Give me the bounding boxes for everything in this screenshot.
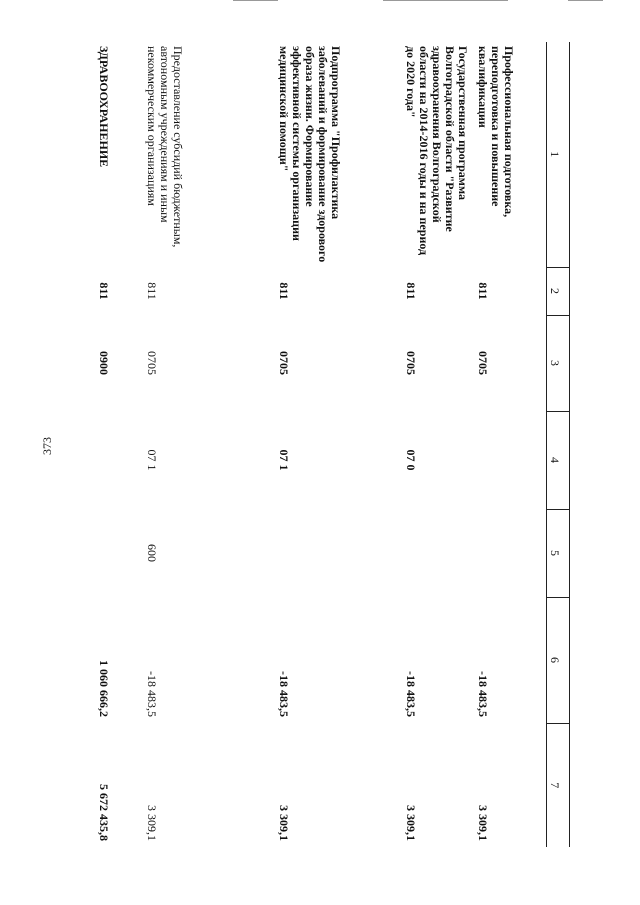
header-col-3: 3	[547, 315, 570, 411]
row-total: 3 309,1	[476, 805, 490, 841]
row-name: Подпрограмма "Профилактика заболеваний и формирование здорового образа жизни. Формирование эффективной системы организации медицинской помощи"	[277, 46, 343, 263]
header-col-6: 6	[547, 597, 570, 723]
table-row	[143, 42, 275, 847]
row-section: 0705	[476, 351, 490, 375]
row-expense	[474, 509, 547, 597]
row-total: 3 309,1	[404, 805, 418, 841]
rotated-table-container	[40, 42, 570, 847]
row-name: Предоставление субсидий бюджетным, автономным учреждениям и иным некоммерческим организациям	[145, 46, 185, 248]
row-name: Государственная программа Волгоградской области "Развитие здравоохранения Волгоградской области на 2014-2016 годы и на период до 2020 года"	[404, 46, 470, 256]
row-expense	[402, 509, 474, 597]
budget-table	[95, 42, 570, 847]
row-code: 811	[404, 282, 418, 300]
header-col-4: 4	[547, 411, 570, 509]
page-number: 373	[40, 437, 54, 455]
row-change: 1 060 666,2	[97, 660, 111, 717]
row-expense	[95, 509, 143, 597]
row-code: 811	[97, 282, 111, 300]
row-target: 07 1	[145, 449, 159, 471]
row-section: 0900	[97, 351, 111, 375]
header-col-1: 1	[547, 42, 570, 267]
table-row	[402, 42, 474, 847]
row-target	[474, 411, 547, 509]
row-change: -18 483,5	[145, 671, 159, 717]
row-expense: 600	[145, 544, 159, 562]
row-total: 3 309,1	[277, 805, 291, 841]
row-code: 811	[476, 282, 490, 300]
row-target	[95, 411, 143, 509]
top-edge-marks	[228, 0, 608, 5]
table-row	[95, 42, 143, 847]
row-change: -18 483,5	[277, 671, 291, 717]
header-col-5: 5	[547, 509, 570, 597]
row-target: 07 1	[277, 449, 291, 471]
row-total: 3 309,1	[145, 805, 159, 841]
row-change: -18 483,5	[476, 671, 490, 717]
row-target: 07 0	[404, 449, 418, 471]
row-section: 0705	[145, 351, 159, 375]
header-row	[547, 42, 570, 847]
row-code: 811	[145, 282, 159, 300]
row-name: Профессиональная подготовка, переподготовка и повышение квалификации	[476, 46, 516, 218]
row-code: 811	[277, 282, 291, 300]
table-row	[474, 42, 547, 847]
row-section: 0705	[404, 351, 418, 375]
header-col-2: 2	[547, 267, 570, 315]
row-expense	[275, 509, 402, 597]
table-row	[275, 42, 402, 847]
header-col-7: 7	[547, 723, 570, 847]
row-section: 0705	[277, 351, 291, 375]
row-name: ЗДРАВООХРАНЕНИЕ	[97, 46, 111, 168]
row-total: 5 672 435,8	[97, 784, 111, 841]
row-change: -18 483,5	[404, 671, 418, 717]
